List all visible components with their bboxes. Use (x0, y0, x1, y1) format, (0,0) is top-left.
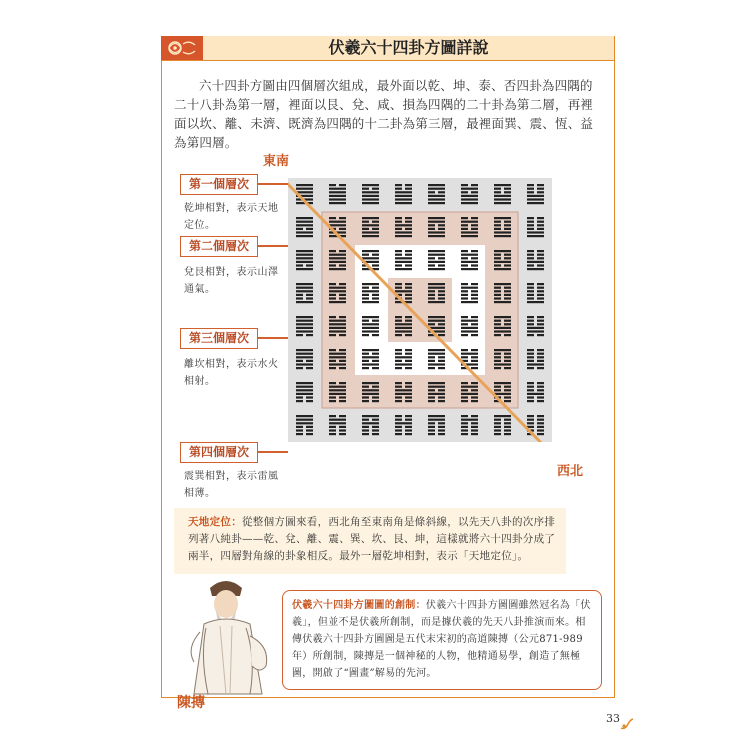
label-southeast: 東南 (263, 154, 290, 169)
ornament-icon (161, 36, 203, 60)
chen-tuan-figure-illustration (180, 566, 280, 698)
label-northwest: 西北 (557, 464, 584, 479)
note-heaven-earth-text: 從整個方圖來看，西北角至東南角是條斜線，以先天八卦的次序排列著八純卦——乾、兌、離、震、巽、坎、艮、坤，這樣就將六十四卦分成了兩半，四層對角線的卦象相反。最外一層乾坤相對，表示「天地定位」。 (188, 516, 556, 562)
intro-paragraph: 六十四卦方圖由四個層次組成，最外面以乾、坤、泰、否四卦為四隅的二十八卦為第一層，裡面以艮、兌、咸、損為四隅的二十卦為第二層，再裡面以坎、離、未濟、既濟為四隅的十二卦為第三層，最裡面巽、震、恆、益為第四層。 (174, 78, 594, 150)
level-2-tag: 第二個層次 (180, 236, 258, 257)
level-3-tag: 第三個層次 (180, 328, 258, 349)
note-creation-text: 伏羲六十四卦方圖圖雖然冠名為「伏羲」，但並不是伏羲所創制，而是據伏羲的先天八卦推演而來。相傳伏羲六十四卦方圖圖是五代末宋初的高道陳摶（公元871-989年）所創制，陳摶是一個神秘的人物，他精通易學，創造了無極圖，開啟了“圖畫”解易的先河。 (292, 600, 591, 679)
hexagram-square-diagram (288, 178, 552, 442)
level-4-tag: 第四個層次 (180, 442, 258, 463)
note-heaven-earth (174, 508, 566, 574)
note-creation-heading: 伏羲六十四卦方圖圖的創制： (292, 600, 426, 611)
note-creation (282, 590, 602, 690)
title-bar (161, 36, 614, 61)
level-3-desc: 離坎相對，表示水火相射。 (184, 359, 279, 387)
level-1-desc: 乾坤相對，表示天地定位。 (184, 203, 279, 231)
level-2-desc: 兌艮相對，表示山澤通氣。 (184, 267, 279, 295)
page-number: 33 (606, 712, 620, 725)
level-4-desc: 震巽相對，表示雷風相薄。 (184, 471, 279, 499)
level-1-tag: 第一個層次 (180, 174, 258, 195)
page-title: 伏羲六十四卦方圖詳說 (328, 38, 489, 57)
figure-name-label: 陳摶 (177, 695, 205, 711)
swirl-ornament-icon (620, 718, 634, 730)
level-4-connector (258, 451, 288, 453)
note-heaven-earth-heading: 天地定位： (188, 516, 242, 528)
